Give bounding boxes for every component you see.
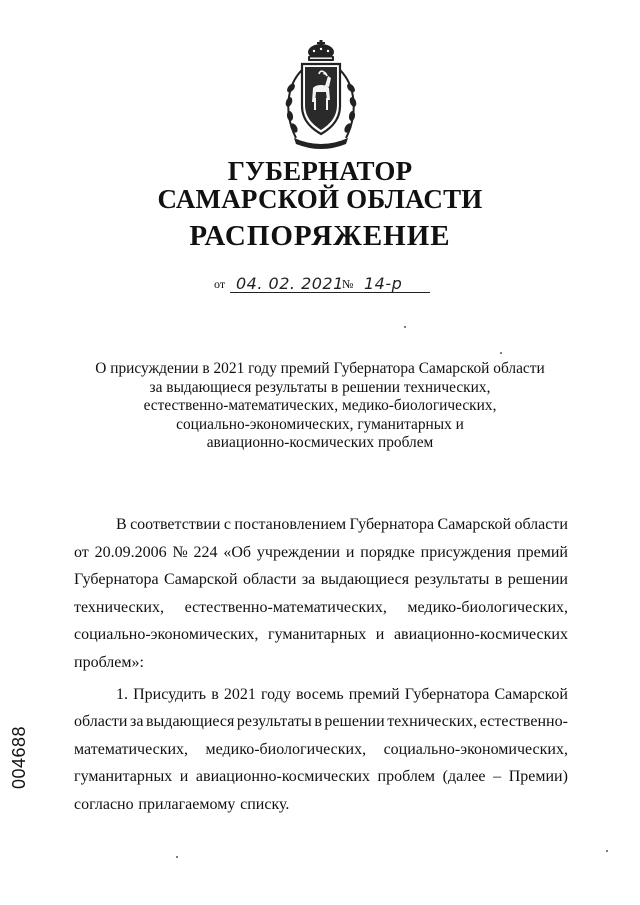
subject-line: О присуждении в 2021 году премий Губернатора Самарской области — [95, 360, 545, 377]
region-title: САМАРСКОЙ ОБЛАСТИ — [157, 184, 483, 214]
coat-of-arms-emblem — [280, 40, 362, 152]
paragraph-line: области за выдающиеся результаты в решении технических, естественно- — [74, 713, 568, 731]
document-subject — [60, 360, 580, 453]
paragraph-line: математических, медико-биологических, социально-экономических, — [74, 740, 568, 758]
paragraph-line: Губернатора Самарской области за выдающиеся результаты в решении — [74, 571, 568, 589]
subject-line: за выдающиеся результаты в решении технических, — [149, 378, 491, 396]
document-type: РАСПОРЯЖЕНИЕ — [189, 220, 451, 252]
paragraph-line: согласно прилагаемому списку. — [74, 795, 290, 813]
scan-speck — [404, 326, 406, 328]
paragraph-line: социально-экономических, гуманитарных и авиационно-космических — [74, 626, 568, 644]
paragraph-item-1 — [74, 681, 568, 819]
scan-speck — [176, 856, 178, 858]
paragraph-line: В соответствии с постановлением Губернатора Самарской области — [116, 516, 568, 533]
number-label: № — [342, 277, 354, 291]
paragraph-line: гуманитарных и авиационно-космических проблем (далее – Премии) — [74, 768, 568, 786]
paragraph-line: проблем»: — [74, 653, 144, 671]
subject-line: естественно-математических, медико-биологических, — [143, 397, 497, 414]
registration-line — [214, 274, 430, 296]
paragraph-line: 1. Присудить в 2021 году восемь премий Губернатора Самарской — [116, 685, 568, 703]
governor-title: ГУБЕРНАТОР — [227, 156, 413, 186]
subject-line: социально-экономических, гуманитарных и — [176, 415, 464, 433]
date-value: 04. 02. 2021 — [236, 274, 344, 293]
paragraph-line: технических, естественно-математических, медико-биологических, — [74, 598, 568, 616]
subject-line: авиационно-космических проблем — [206, 434, 434, 451]
scan-speck — [500, 352, 502, 354]
paragraph-line: от 20.09.2006 № 224 «Об учреждении и порядке присуждения премий — [74, 543, 568, 561]
serial-number: 004688 — [9, 725, 29, 789]
document-body — [74, 511, 568, 819]
number-value: 14-р — [364, 274, 403, 293]
date-label: от — [214, 277, 226, 291]
scan-speck — [606, 850, 608, 852]
paragraph-preamble — [74, 511, 568, 677]
